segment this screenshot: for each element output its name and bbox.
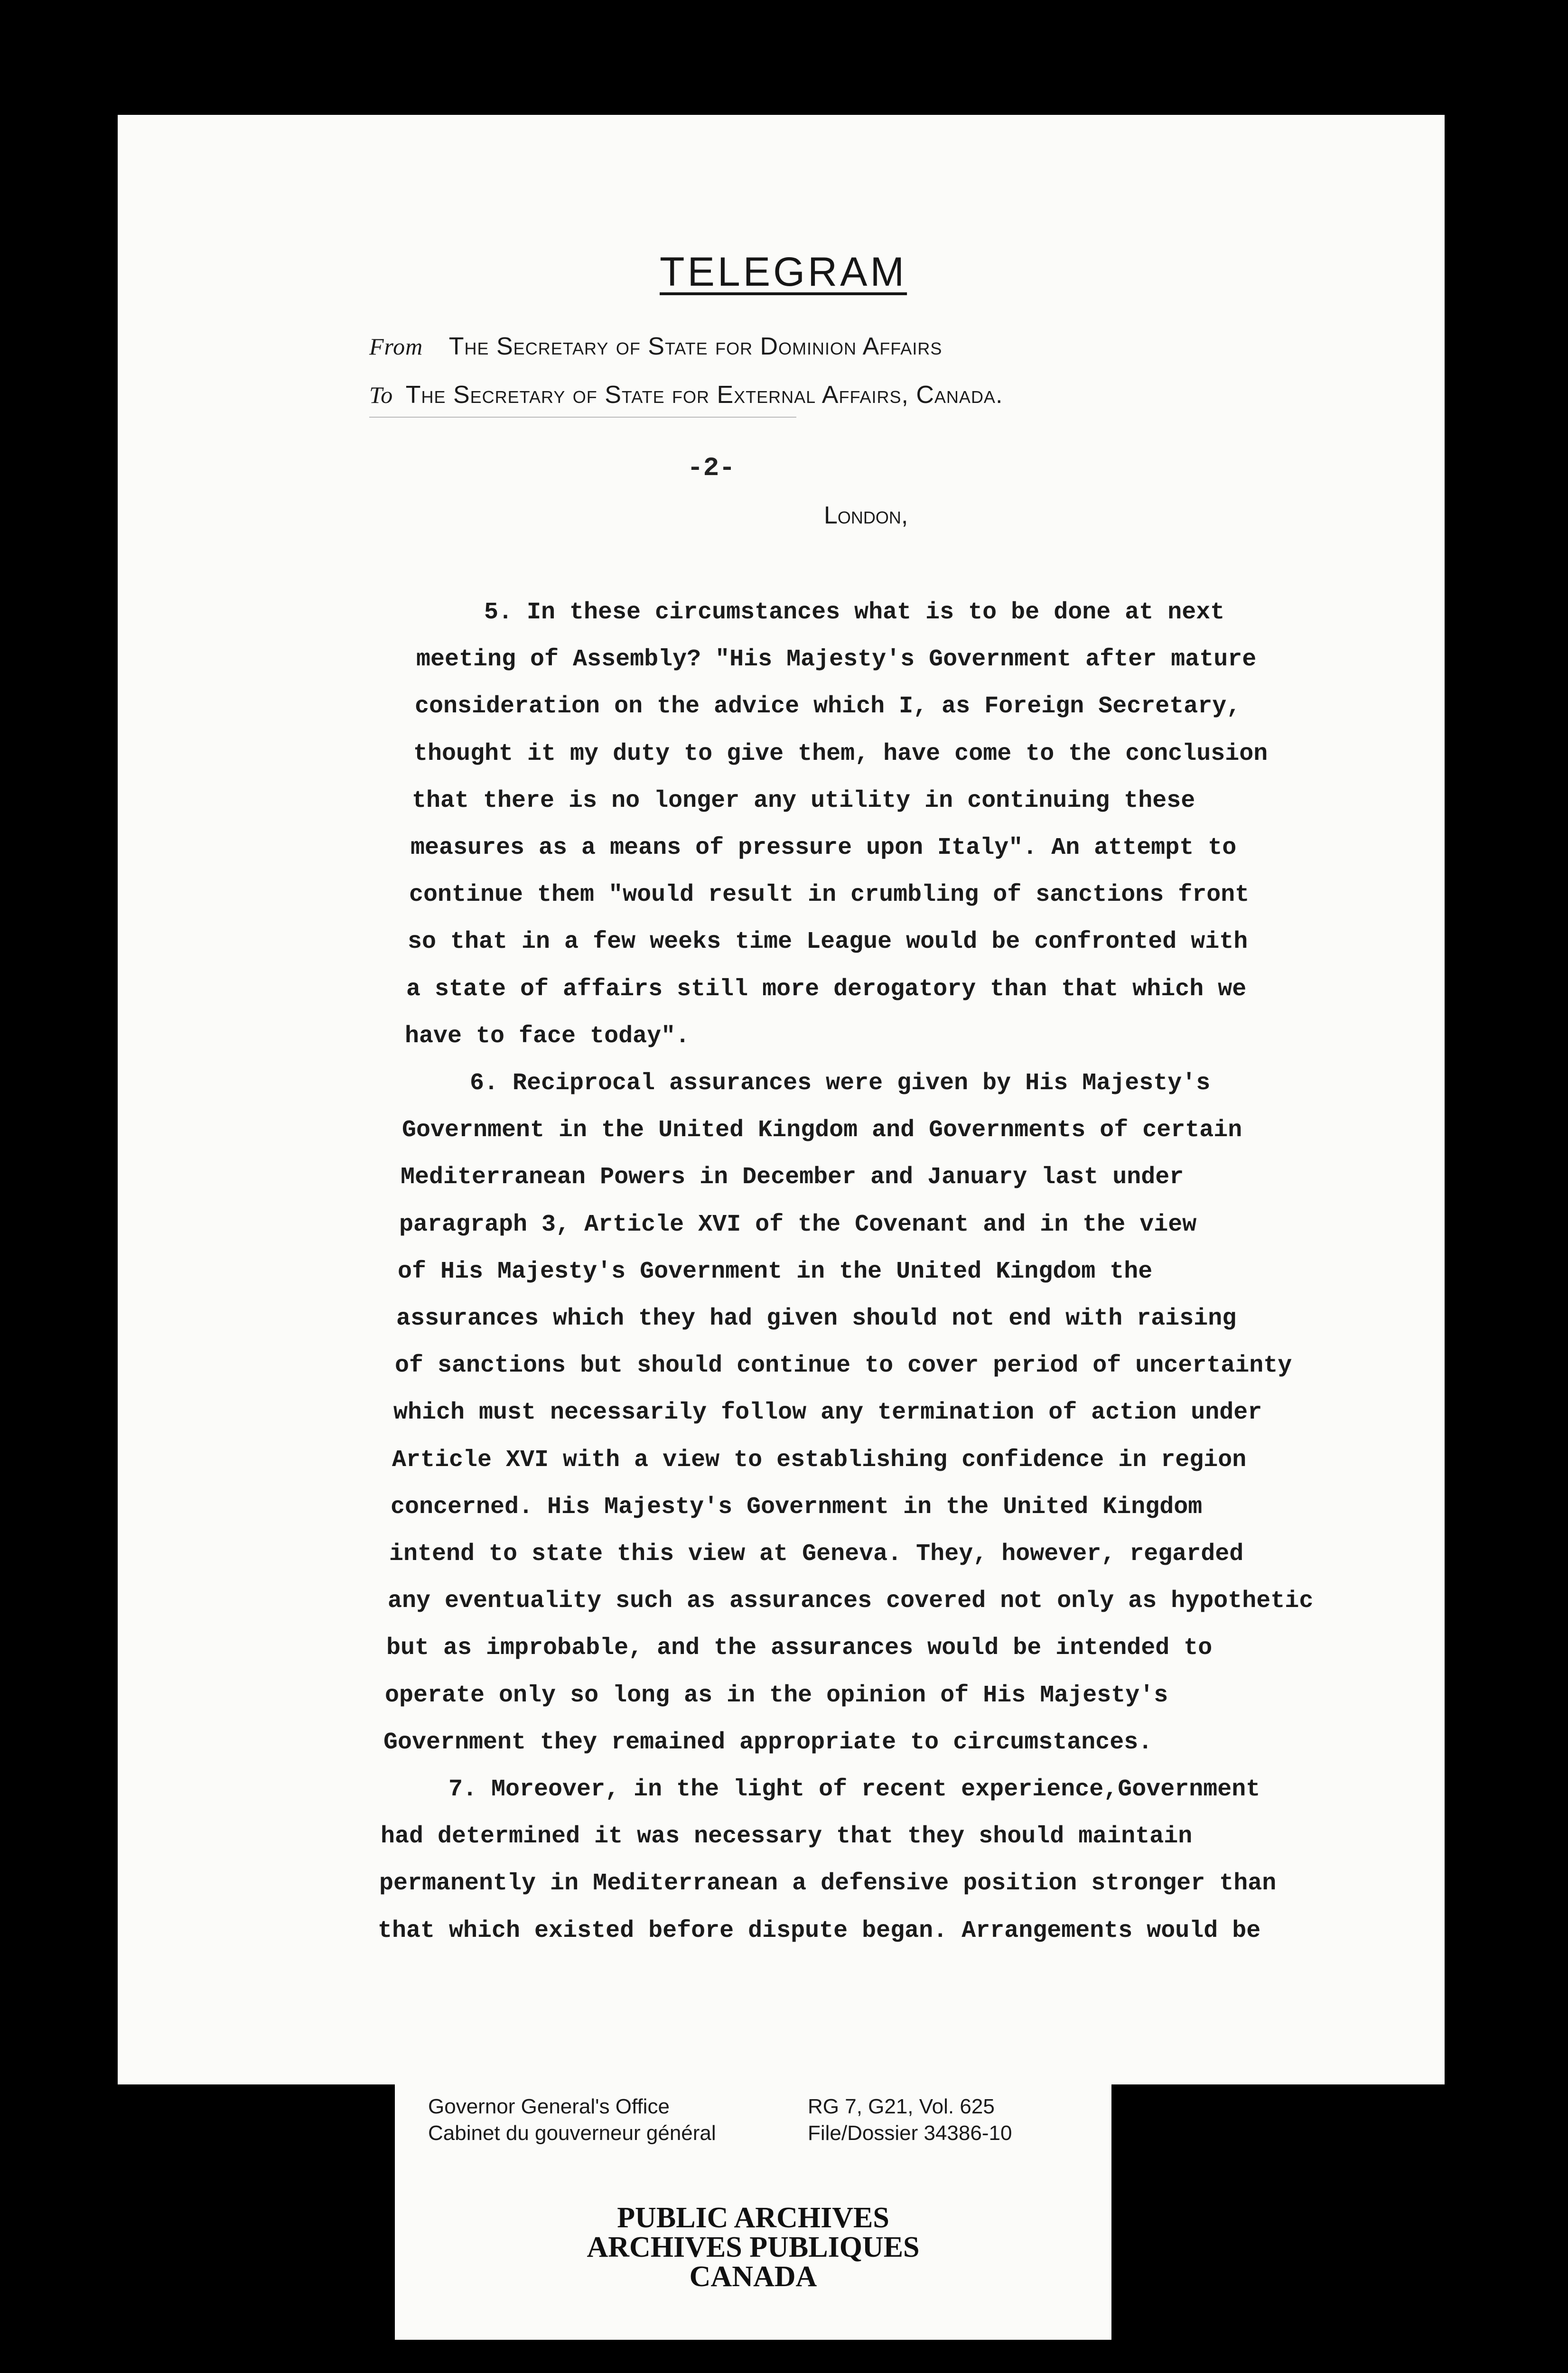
body-line: 5. In these circumstances what is to be done at next (484, 599, 1225, 626)
body-line: of sanctions but should continue to cover period of uncertainty (395, 1352, 1292, 1379)
archives-fr: ARCHIVES PUBLIQUES (587, 2231, 920, 2263)
body-line: consideration on the advice which I, as Foreign Secretary, (415, 693, 1241, 720)
body-line: continue them "would result in crumbling of sanctions front (409, 881, 1250, 908)
body-line: measures as a means of pressure upon Italy". An attempt to (411, 834, 1237, 861)
archives-country: CANADA (689, 2261, 817, 2293)
body-line: intend to state this view at Geneva. They, however, regarded (389, 1541, 1244, 1568)
body-line: paragraph 3, Article XVI of the Covenant and in the view (399, 1211, 1197, 1238)
body-line: of His Majesty's Government in the United Kingdom the (398, 1258, 1153, 1285)
telegram-page (118, 115, 1445, 2084)
body-line: concerned. His Majesty's Government in the United Kingdom (391, 1494, 1203, 1521)
body-line: that which existed before dispute began. Arrangements would be (378, 1917, 1261, 1944)
to-line (369, 381, 1003, 409)
from-text: The Secretary of State for Dominion Affairs (448, 333, 943, 360)
body-line: meeting of Assembly? "His Majesty's Government after mature (416, 646, 1257, 673)
body-line: so that in a few weeks time League would be confronted with (408, 928, 1248, 955)
body-line: 7. Moreover, in the light of recent experience,Government (448, 1776, 1260, 1803)
telegram-title: TELEGRAM (660, 249, 907, 295)
body-line: Government they remained appropriate to circumstances. (383, 1729, 1153, 1756)
body-line: have to face today". (405, 1023, 690, 1050)
body-line: thought it my duty to give them, have come to the conclusion (413, 740, 1268, 767)
body-line: Government in the United Kingdom and Governments of certain (402, 1117, 1242, 1144)
body-line: but as improbable, and the assurances would be intended to (386, 1635, 1213, 1662)
to-label: To (369, 382, 393, 408)
office-en: Governor General's Office (428, 2095, 670, 2118)
archives-en: PUBLIC ARCHIVES (617, 2202, 889, 2234)
page-number: -2- (687, 453, 735, 483)
office-fr: Cabinet du gouverneur général (428, 2121, 716, 2145)
body-line: assurances which they had given should not end with raising (396, 1305, 1237, 1332)
body-line: Mediterranean Powers in December and January last under (401, 1164, 1184, 1191)
archive-stamp (395, 2079, 1111, 2340)
from-label: From (369, 333, 423, 360)
body-line: that there is no longer any utility in continuing these (412, 787, 1195, 814)
reference-volume: RG 7, G21, Vol. 625 (808, 2095, 995, 2118)
body-line: had determined it was necessary that they should maintain (381, 1823, 1193, 1850)
body-line: 6. Reciprocal assurances were given by His Majesty's (470, 1070, 1211, 1097)
body-line: Article XVI with a view to establishing confidence in region (392, 1447, 1247, 1474)
body-line: permanently in Mediterranean a defensive position stronger than (379, 1870, 1277, 1897)
reference-file: File/Dossier 34386-10 (808, 2121, 1012, 2145)
body-line: which must necessarily follow any termination of action under (393, 1399, 1262, 1426)
address-rule (369, 417, 796, 418)
to-text: The Secretary of State for External Affairs, Canada. (405, 381, 1003, 409)
place-line: London, (824, 502, 908, 529)
body-line: any eventuality such as assurances covered not only as hypothetic (388, 1588, 1314, 1615)
body-line: operate only so long as in the opinion of His Majesty's (385, 1682, 1168, 1709)
from-line (369, 332, 942, 361)
body-line: a state of affairs still more derogatory than that which we (406, 976, 1247, 1003)
